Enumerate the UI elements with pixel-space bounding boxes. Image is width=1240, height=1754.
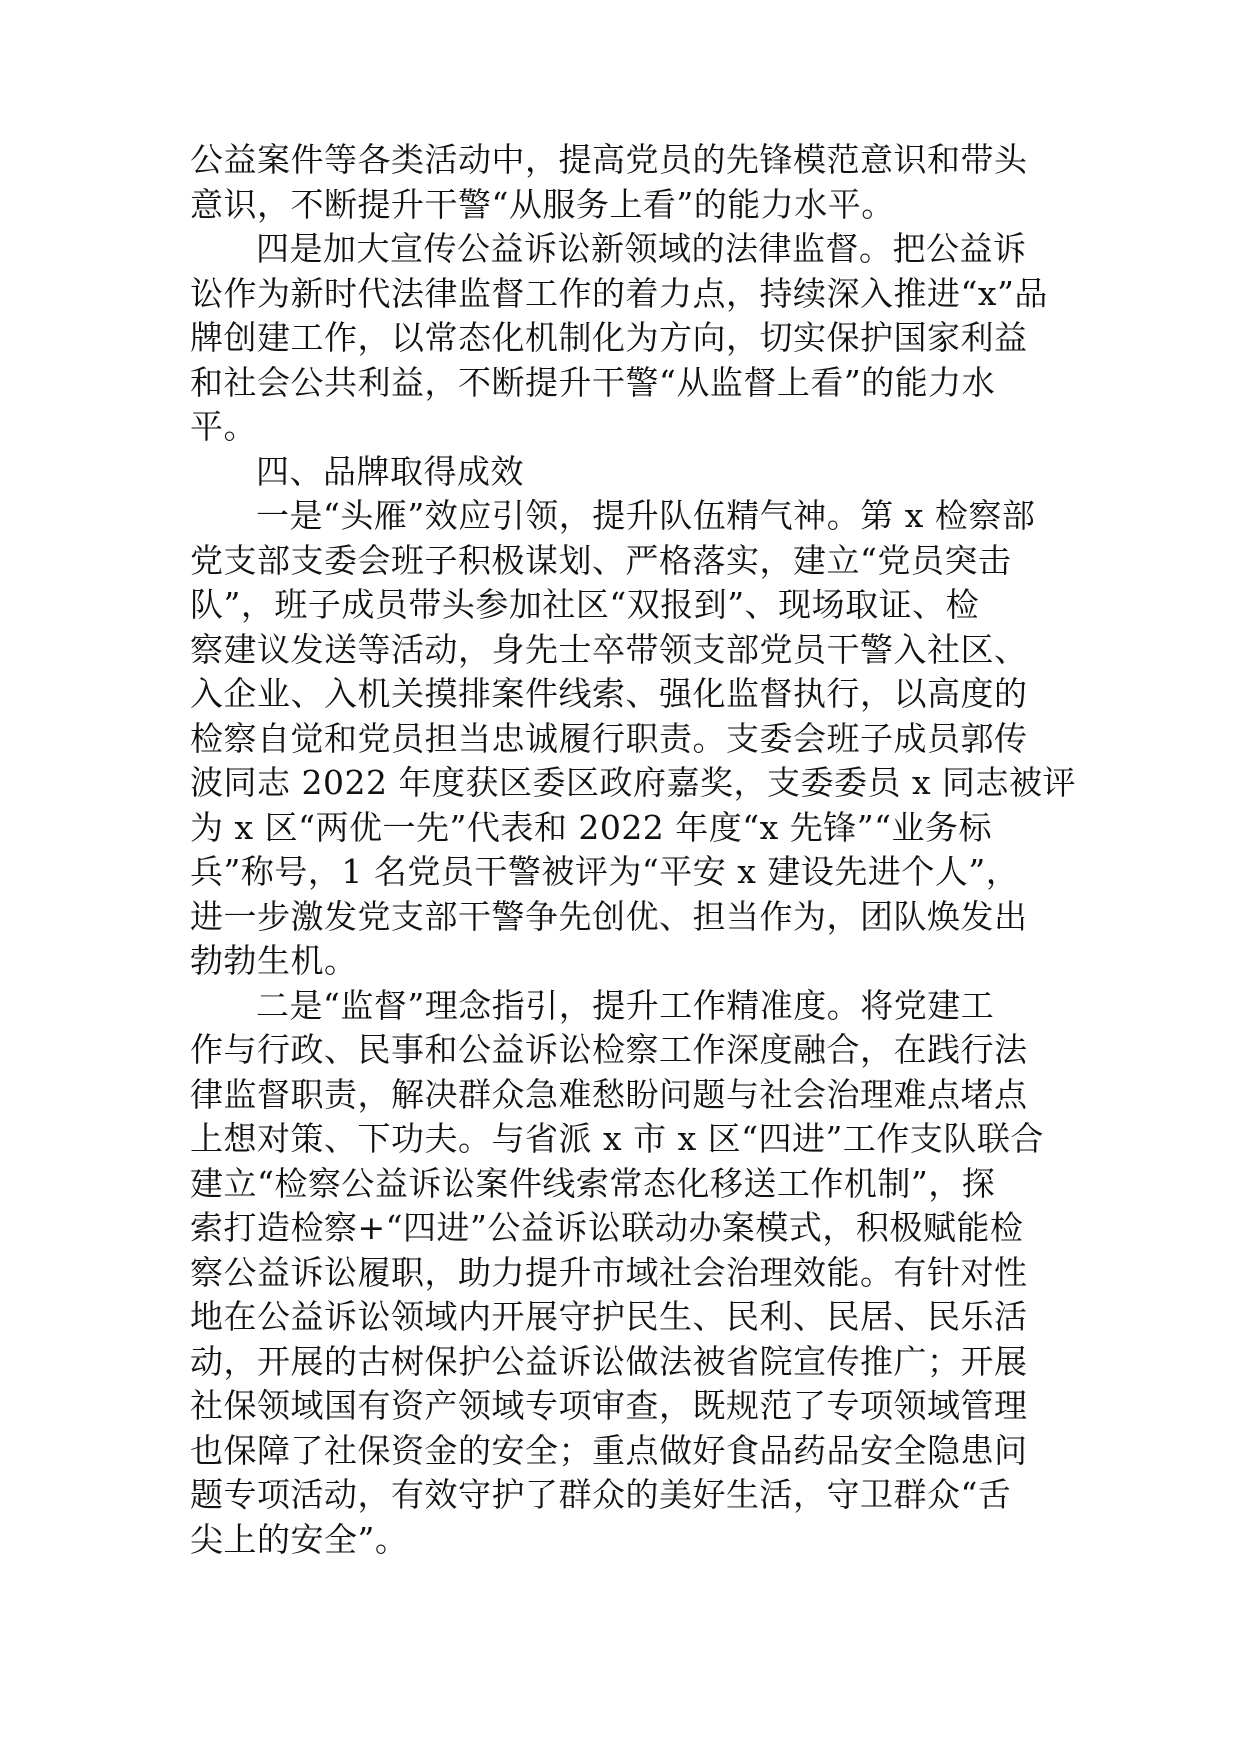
section-heading: 四、品牌取得成效 (256, 451, 524, 491)
text-line: 题专项活动，有效守护了群众的美好生活，守卫群众“舌 (190, 1475, 1012, 1514)
text-line: 检察自觉和党员担当忠诚履行职责。支委会班子成员郭传 (190, 718, 1028, 758)
text-line: 勃勃生机。 (190, 941, 358, 980)
document-body (190, 138, 1077, 1562)
text-line: 讼作为新时代法律监督工作的着力点，持续深入推进“x”品 (190, 273, 1048, 313)
text-line: 入企业、入机关摸排案件线索、强化监督执行，以高度的 (190, 674, 1028, 713)
text-line: 也保障了社保资金的安全；重点做好食品药品安全隐患问 (190, 1430, 1028, 1470)
text-line: 和社会公共利益，不断提升干警“从监督上看”的能力水 (190, 362, 996, 402)
text-line: 察公益诉讼履职，助力提升市域社会治理效能。有针对性 (190, 1252, 1028, 1292)
paragraph-start-line: 四是加大宣传公益诉讼新领域的法律监督。把公益诉 (256, 229, 1027, 268)
text-line: 律监督职责，解决群众急难愁盼问题与社会治理难点堵点 (190, 1074, 1028, 1114)
text-line: 动，开展的古树保护公益诉讼做法被省院宣传推广；开展 (190, 1341, 1028, 1381)
text-line: 为 x 区“两优一先”代表和 2022 年度“x 先锋”“业务标 (190, 807, 993, 847)
text-line: 上想对策、下功夫。与省派 x 市 x 区“四进”工作支队联合 (190, 1119, 1044, 1158)
text-line: 作与行政、民事和公益诉讼检察工作深度融合，在践行法 (190, 1030, 1028, 1069)
paragraph-start-line: 二是“监督”理念指引，提升工作精准度。将党建工 (256, 985, 995, 1025)
text-line: 意识，不断提升干警“从服务上看”的能力水平。 (190, 184, 895, 224)
text-line: 兵”称号，1 名党员干警被评为“平安 x 建设先进个人”， (190, 852, 1020, 891)
text-line: 牌创建工作，以常态化机制化为方向，切实保护国家利益 (190, 318, 1028, 357)
text-line: 地在公益诉讼领域内开展守护民生、民利、民居、民乐活 (190, 1297, 1028, 1336)
text-line: 社保领域国有资产领域专项审查，既规范了专项领域管理 (190, 1386, 1028, 1425)
text-line: 进一步激发党支部干警争先创优、担当作为，团队焕发出 (190, 896, 1028, 936)
text-line: 波同志 2022 年度获区委区政府嘉奖，支委委员 x 同志被评 (190, 763, 1077, 802)
text-line: 察建议发送等活动，身先士卒带领支部党员干警入社区、 (190, 629, 1028, 669)
text-line: 建立“检察公益诉讼案件线索常态化移送工作机制”，探 (190, 1163, 996, 1203)
text-line: 公益案件等各类活动中，提高党员的先锋模范意识和带头 (190, 140, 1028, 179)
text-line: 队”，班子成员带头参加社区“双报到”、现场取证、检 (190, 585, 980, 624)
text-line: 平。 (190, 407, 257, 446)
paragraph-start-line: 一是“头雁”效应引领，提升队伍精气神。第 x 检察部 (256, 496, 1036, 535)
text-line: 索打造检察+“四进”公益诉讼联动办案模式，积极赋能检 (190, 1208, 1024, 1247)
text-line: 尖上的安全”。 (190, 1519, 409, 1559)
text-line: 党支部支委会班子积极谋划、严格落实，建立“党员突击 (190, 540, 1012, 580)
